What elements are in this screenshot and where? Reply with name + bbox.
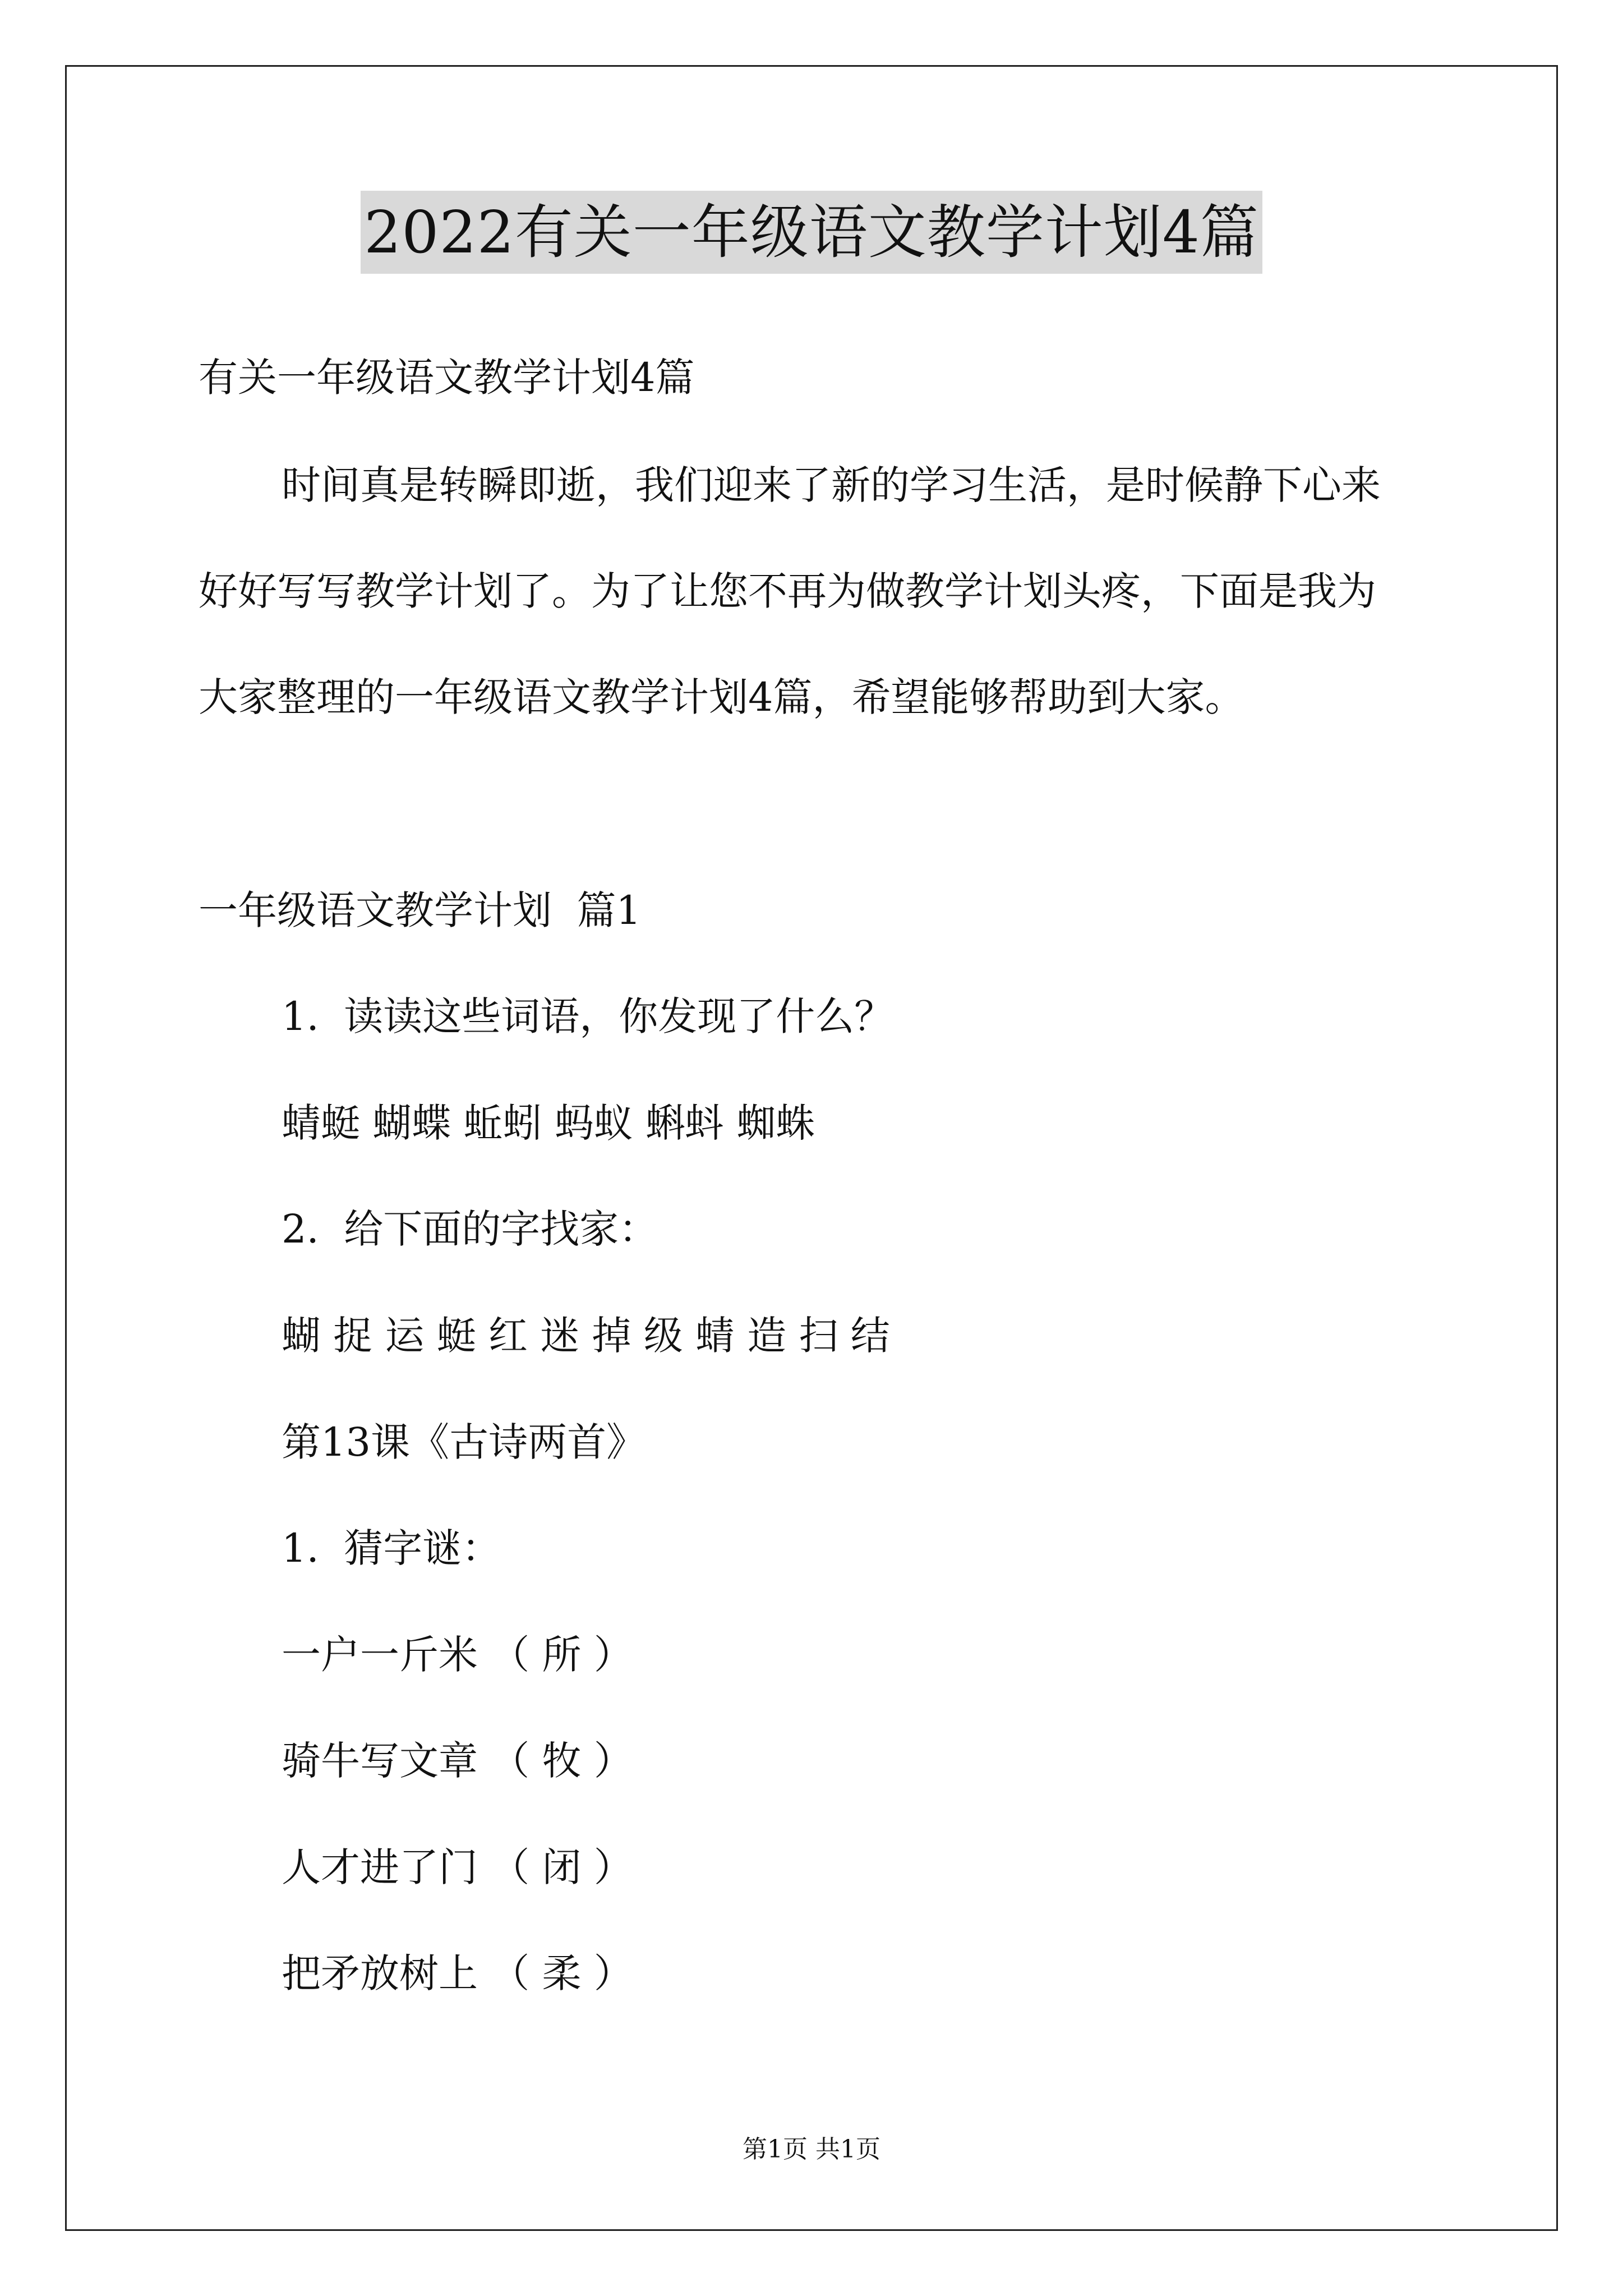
riddle-1: 一户一斤米 （ 所 ） [282,1632,633,1678]
intro-line-2: 好好写写教学计划了。为了让您不再为做教学计划头疼，下面是我为 [199,568,1376,614]
section-heading: 一年级语文教学计划 篇1 [199,887,642,933]
riddle-heading: 1. 猜字谜： [282,1525,501,1571]
title-container [0,191,1623,274]
lesson-heading: 第13课《古诗两首》 [282,1419,646,1465]
document-subtitle: 有关一年级语文教学计划4篇 [199,355,695,401]
document-title: 2022有关一年级语文教学计划4篇 [361,191,1262,274]
riddle-2: 骑牛写文章 （ 牧 ） [282,1738,633,1784]
question-2: 2. 给下面的字找家： [282,1206,658,1252]
riddle-3: 人才进了门 （ 闭 ） [282,1844,633,1890]
character-list: 蝴 捉 运 蜓 红 迷 掉 级 蜻 造 扫 结 [282,1313,890,1359]
intro-line-1: 时间真是转瞬即逝，我们迎来了新的学习生活，是时候静下心来 [282,462,1381,508]
riddle-4: 把矛放树上 （ 柔 ） [282,1950,633,1996]
word-list: 蜻蜓 蝴蝶 蚯蚓 蚂蚁 蝌蚪 蜘蛛 [282,1100,815,1146]
question-1: 1. 读读这些词语，你发现了什么？ [282,993,894,1039]
intro-line-3: 大家整理的一年级语文教学计划4篇，希望能够帮助到大家。 [199,674,1244,720]
page-footer: 第1页 共1页 [743,2135,880,2164]
